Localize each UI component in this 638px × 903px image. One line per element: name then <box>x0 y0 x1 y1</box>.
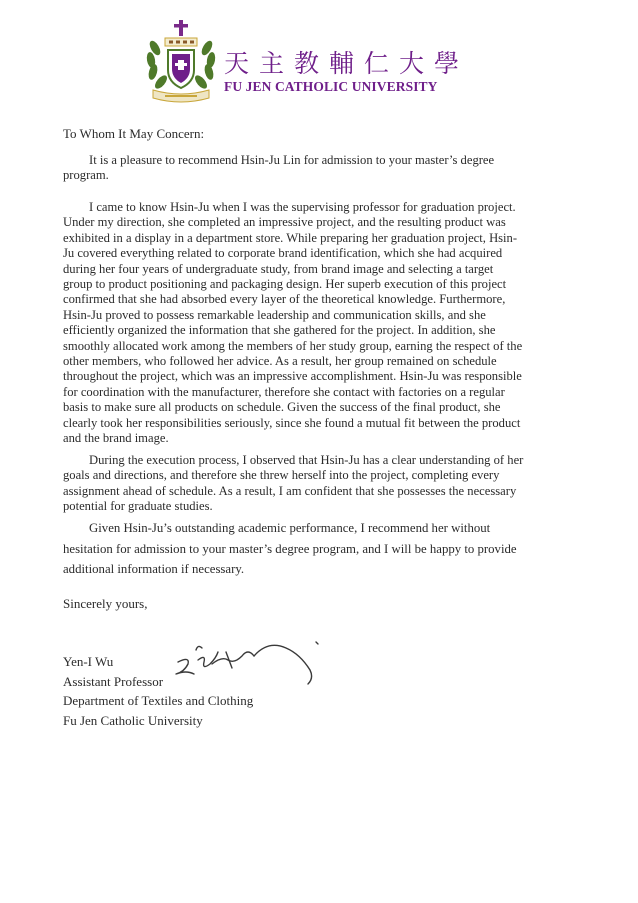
signer-institution: Fu Jen Catholic University <box>63 712 203 728</box>
paragraph-3: During the execution process, I observed that Hsin-Ju has a clear understanding of her goals and directions, and therefore she threw herself into the project, completing every assignment ahead of schedule. As a result, I am confident that she possesses the necessary potential for graduate studies. <box>63 453 524 514</box>
university-name-chinese: 天主教輔仁大學 <box>224 49 470 78</box>
signer-name: Yen-I Wu <box>63 654 114 669</box>
signature-block <box>63 652 253 730</box>
salutation: To Whom It May Concern: <box>63 126 205 141</box>
closing: Sincerely yours, <box>63 596 148 611</box>
paragraph-2: I came to know Hsin-Ju when I was the supervising professor for graduation project. Under my direction, she completed an impressive project, and the resulting product was exhibited in a display in a department store. While preparing her graduation project, Hsin-Ju covered everything related to corporate brand identification, which she had acquired during her four years of undergraduate study, from brand image and selecting a target group to product positioning and packaging design. Her superb execution of this project confirmed that she had absorbed every layer of the theoretical knowledge. Furthermore, Hsin-Ju proved to possess remarkable leadership and communication skills, and she efficiently organized the information that she gathered for the project. In addition, she smoothly allocated work among the members of her study group, earning the respect of the other members, who followed her advice. As a result, her group remained on schedule throughout the project, which was an impressive accomplishment. Hsin-Ju was responsible for coordination with the manufacturer, therefore she contact with factories on a regular basis to make sure all products on schedule. Given the success of the final product, she clearly took her responsibilities seriously, since she found a mutual fit between the product and the brand image. <box>63 200 523 446</box>
signer-department: Department of Textiles and Clothing <box>63 693 254 708</box>
paragraph-1: It is a pleasure to recommend Hsin-Ju Lin for admission to your master’s degree program. <box>63 153 495 183</box>
university-crest-icon <box>143 18 219 104</box>
paragraph-4: Given Hsin-Ju’s outstanding academic performance, I recommend her without hesitation for admission to your master’s degree program, and I will be happy to provide additional information if necessary. <box>63 521 517 576</box>
signer-title: Assistant Professor <box>63 673 164 689</box>
university-name-english: FU JEN CATHOLIC UNIVERSITY <box>224 79 438 94</box>
